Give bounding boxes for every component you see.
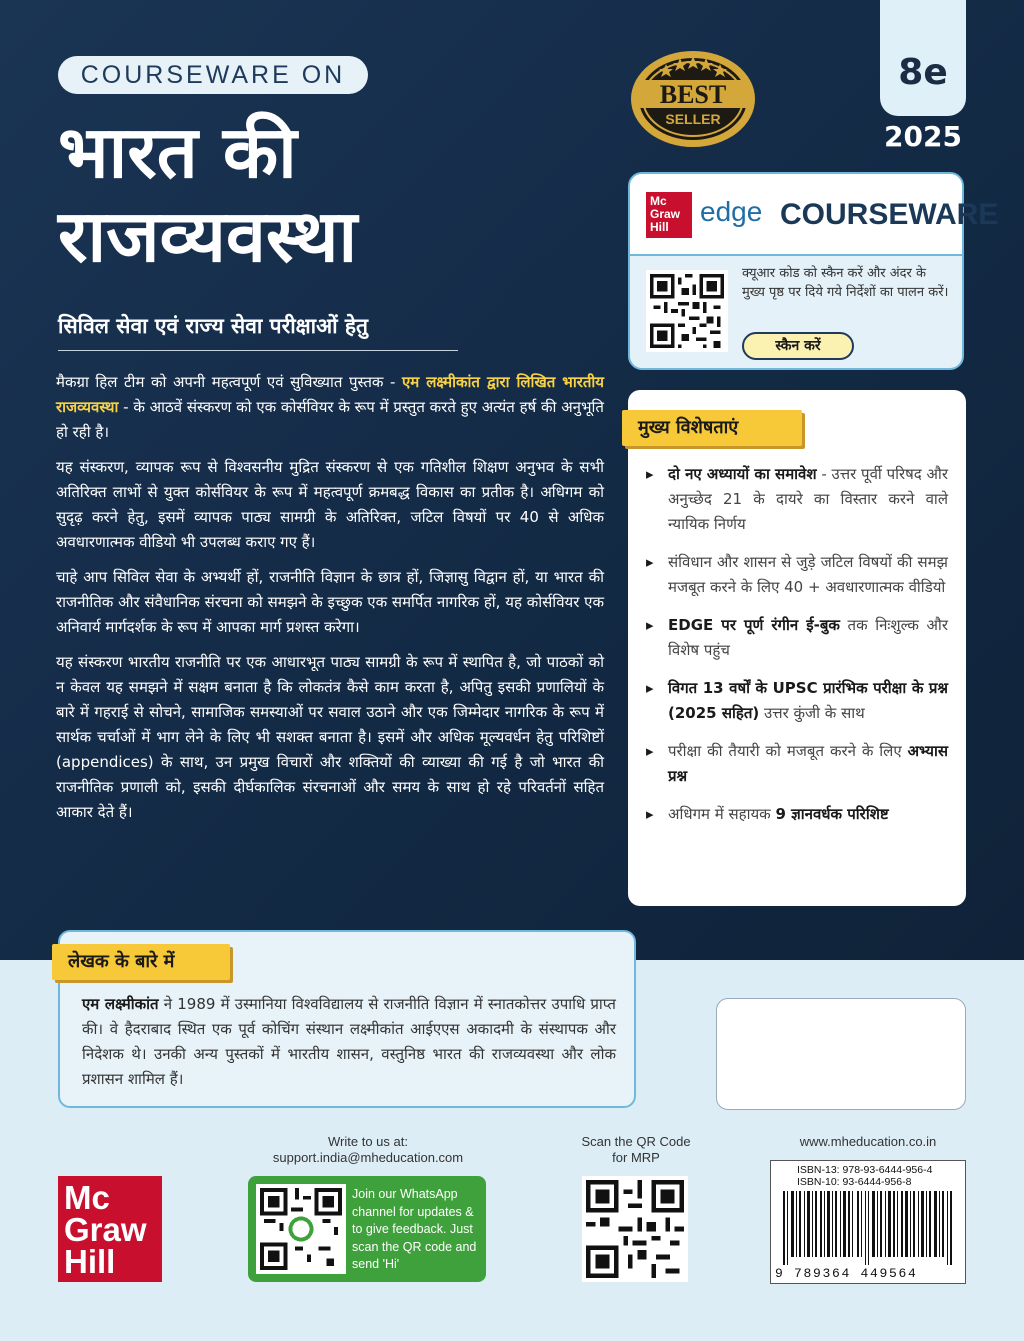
feature-item <box>646 802 948 827</box>
key-features-box <box>628 390 966 906</box>
edition-year: 2025 <box>884 120 962 153</box>
logo-line-3: Hill <box>64 1243 116 1280</box>
barcode-number: 9 789364 449564 <box>775 1266 918 1281</box>
courseware-wordmark: COURSEWARE <box>780 198 999 231</box>
edge-courseware-box <box>628 172 999 370</box>
scan-mrp-line-1: Scan the QR Code <box>581 1134 691 1149</box>
qr-code-icon <box>650 274 724 348</box>
whatsapp-qr-code[interactable] <box>256 1184 346 1274</box>
mcgraw-hill-logo-small: Mc Graw Hill <box>646 192 692 238</box>
title-line-2: राजव्यवस्था <box>58 194 358 278</box>
price-sticker-area <box>716 998 966 1110</box>
feature-item <box>646 613 948 663</box>
feature-item <box>646 462 948 537</box>
mcgraw-hill-logo <box>58 1176 162 1282</box>
features-list <box>646 462 948 840</box>
logo-line-2: Graw <box>64 1211 147 1248</box>
title-line-1: भारत की <box>58 110 297 194</box>
qr-code-icon <box>586 1180 684 1278</box>
feature-text: संविधान और शासन से जुड़े जटिल विषयों की समझ मजबूत करने के लिए 40 + अवधारणात्मक वीडियो <box>668 553 948 596</box>
edge-wordmark: edge <box>700 196 763 227</box>
edition-tab: 8e <box>880 0 966 116</box>
best-text: BEST <box>659 80 727 109</box>
edge-instruction: क्यूआर कोड को स्कैन करें और अंदर के मुख्य पृष्ठ पर दिये गये निर्देशों का पालन करें। <box>742 266 949 300</box>
barcode-icon <box>777 1191 961 1265</box>
feature-text: उत्तर कुंजी के साथ <box>759 704 865 722</box>
support-email-link[interactable]: support.india@mheducation.com <box>272 1150 464 1165</box>
feature-bold: विगत 13 वर्षों के UPSC प्रारंभिक परीक्षा के प्रश्न (2025 सहित) <box>668 679 948 722</box>
scan-mrp-label <box>566 1134 706 1166</box>
contact-info <box>250 1134 486 1166</box>
website-link[interactable]: www.mheducation.co.in <box>799 1134 937 1149</box>
whatsapp-box <box>248 1176 486 1282</box>
feature-text: परीक्षा की तैयारी को मजबूत करने के लिए <box>668 742 908 760</box>
seller-text: SELLER <box>665 111 721 127</box>
logo-line-1: Mc <box>64 1179 110 1216</box>
author-bio-text: ने 1989 में उस्मानिया विश्वविद्यालय से राजनीति विज्ञान में स्नातकोत्तर उपाधि प्राप्त की। वे हैदराबाद स्थित एक पूर्व कोचिंग संस्थान लक्ष्मीकांत आईएएस अकादमी के संस्थापक और निदेशक थे। उनकी अन्य पुस्तकों में भारतीय शासन, वस्तुनिष्ठ भारत की राजव्यवस्था और लोक प्रशासन शामिल हैं। <box>82 995 616 1088</box>
feature-bold: 9 ज्ञानवर्धक परिशिष्ट <box>775 805 889 823</box>
feature-bold: EDGE पर पूर्ण रंगीन ई-बुक <box>668 616 840 634</box>
author-bio <box>82 992 616 1092</box>
feature-item <box>646 676 948 726</box>
feature-text: तक निःशुल्क और विशेष पहुंच <box>668 616 948 659</box>
intro-paragraph-2: यह संस्करण, व्यापक रूप से विश्वसनीय मुद्रित संस्करण से एक गतिशील शिक्षण अनुभव के सभी अतिरिक्त लाभों से युक्त कोर्सवियर के रूप में महत्वपूर्ण क्रमबद्ध विकास का प्रतीक है। अधिगम को सुदृढ़ करने हेतु, इसमें व्यापक पाठ्य सामग्री के अतिरिक्त, जटिल विषयों पर 40 से अधिक अवधारणात्मक वीडियो भी उपलब्ध कराए गए हैं। <box>56 458 604 551</box>
mrp-qr-code[interactable] <box>582 1176 688 1282</box>
scan-button[interactable]: स्कैन करें <box>742 332 854 360</box>
feature-item <box>646 550 948 600</box>
feature-text: अधिगम में सहायक <box>668 805 776 823</box>
intro-text <box>56 370 604 835</box>
intro-p1-b: - के आठवें संस्करण को एक कोर्सवियर के रूप में प्रस्तुत करते हुए अत्यंत हर्ष की अनुभूति हो रही है। <box>56 398 604 441</box>
intro-paragraph-1 <box>56 370 604 445</box>
edge-qr-code[interactable] <box>646 270 728 352</box>
feature-item <box>646 739 948 789</box>
edge-header <box>630 174 999 256</box>
features-heading: मुख्य विशेषताएं <box>622 410 802 446</box>
whatsapp-text: Join our WhatsApp channel for updates & to give feedback. Just scan the QR code and send 'Hi' <box>352 1187 477 1271</box>
about-author-box <box>58 930 636 1108</box>
feature-text: - उत्तर पूर्वी परिषद और अनुच्छेद 21 के दायरे का विस्तार करने वाले न्यायिक निर्णय <box>668 465 948 533</box>
intro-p1-a: मैकग्रा हिल टीम को अपनी महत्वपूर्ण एवं सुविख्यात पुस्तक - <box>56 373 402 391</box>
scan-mrp-line-2: for MRP <box>612 1150 660 1165</box>
feature-bold: दो नए अध्यायों का समावेश <box>668 465 817 483</box>
intro-paragraph-3: चाहे आप सिविल सेवा के अभ्यर्थी हों, राजनीति विज्ञान के छात्र हों, जिज्ञासु विद्वान हों, या भारत की राजनीतिक और संवैधानिक संरचना को समझने के इच्छुक एक समर्पित नागरिक हों, यह कोर्सवियर एक अनिवार्य मार्गदर्शक के रूप में आपका मार्ग प्रशस्त करेगा। <box>56 568 604 636</box>
feature-bold: अभ्यास प्रश्न <box>668 742 948 785</box>
qr-code-icon <box>260 1188 342 1270</box>
intro-paragraph-4: यह संस्करण भारतीय राजनीति पर एक आधारभूत पाठ्य सामग्री के रूप में स्थापित है, जो पाठकों को न केवल यह समझने में सक्षम बनाता है कि लोकतंत्र कैसे काम करता है, अपितु इसकी प्रणालियों के बारे में गहराई से सोचने, सामाजिक समस्याओं पर सवाल उठाने और एक जिम्मेदार नागरिक के रूप में सार्थक चर्चाओं में भाग लेने के लिए भी सशक्त बनाता है। इसमें और अधिक मूल्यवर्धन हेतु परिशिष्टों (appendices) के साथ, उन प्रमुख विचारों और शक्तियों की व्याख्या की गई है जो भारत की राजनीतिक प्रणाली को, इसकी दीर्घकालिक संरचनाओं और समय के साथ हो रहे परिवर्तनों सहित आकार देते हैं। <box>56 653 604 821</box>
isbn-10: ISBN-10: 93-6444-956-8 <box>797 1176 912 1188</box>
about-author-heading: लेखक के बारे में <box>52 944 230 980</box>
courseware-on-label: COURSEWARE ON <box>58 56 368 94</box>
isbn-barcode-box <box>770 1160 966 1284</box>
author-name: एम लक्ष्मीकांत <box>82 995 159 1013</box>
best-seller-badge <box>628 44 758 150</box>
isbn-13: ISBN-13: 978-93-6444-956-4 <box>797 1164 933 1176</box>
book-subtitle: सिविल सेवा एवं राज्य सेवा परीक्षाओं हेतु <box>58 312 458 351</box>
intro-p1-highlight: एम लक्ष्मीकांत द्वारा लिखित भारतीय राजव्यवस्था <box>56 373 604 416</box>
write-label: Write to us at: <box>328 1134 408 1149</box>
book-title <box>58 110 558 278</box>
